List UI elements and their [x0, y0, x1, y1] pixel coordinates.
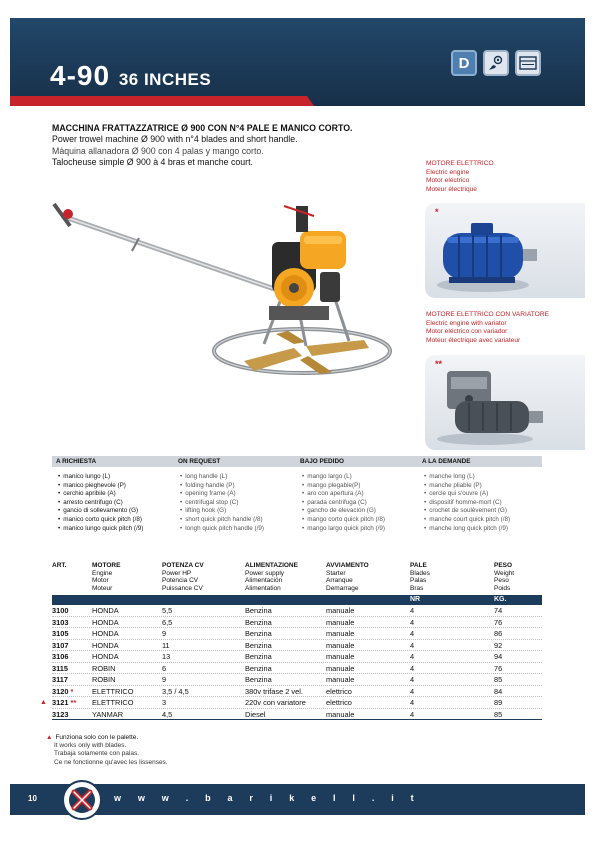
list-item: • folding handle (P) [180, 482, 296, 491]
col-sub: Power HP [162, 569, 192, 577]
article-mark: * [70, 686, 74, 696]
list-item: • longh quick pitch handle (/9) [180, 525, 296, 534]
header-it: A RICHIESTA [56, 458, 97, 465]
caption-line: Moteur électrique [426, 185, 477, 193]
caption-line: MOTORE ELETTRICO CON VARIATORE [426, 311, 549, 318]
article-code: 3103 [52, 617, 69, 627]
list-item: • mango corto quick pitch (/8) [302, 516, 418, 525]
cell-weight: 76 [494, 617, 503, 627]
list-item: • centrifugal stop (C) [180, 499, 296, 508]
cell-motor: HONDA [92, 640, 119, 650]
col-title: PALE [410, 562, 427, 569]
unit-cell [92, 595, 162, 605]
col-sub: Power supply [245, 569, 285, 577]
list-item: • manico lungo quick pitch (/9) [58, 525, 174, 534]
motor-mark: * [435, 207, 439, 217]
col-title: AVVIAMENTO [326, 562, 369, 569]
list-item: • manche long (L) [424, 473, 540, 482]
col-sub: Weight [494, 569, 515, 577]
unit-cell [326, 595, 410, 605]
cell-power: 4,5 [162, 709, 173, 719]
list-item: • cerchio apribile (A) [58, 490, 174, 499]
cell-art [52, 674, 92, 685]
cell-supply: Benzina [245, 675, 272, 685]
cell-motor: ELETTRICO [92, 698, 134, 708]
cell-motor: YANMAR [92, 709, 124, 719]
list-item: • opening frame (A) [180, 490, 296, 499]
unit-cell [52, 595, 92, 605]
list-item: • crochet de soulèvement (G) [424, 507, 540, 516]
product-title [50, 60, 211, 92]
col-sub: Puissance CV [162, 584, 203, 592]
cell-start: manuale [326, 606, 355, 616]
table-row [52, 674, 542, 686]
col-sub: Peso [494, 577, 509, 585]
accessories-list-it [52, 473, 174, 533]
unit-cell [245, 595, 326, 605]
article-code: 3106 [52, 652, 69, 662]
cell-supply: 380v trifase 2 vel. [245, 686, 303, 696]
cell-start: manuale [326, 663, 355, 673]
table-row [52, 640, 542, 652]
footnote-line [46, 734, 168, 742]
specifications-table [40, 562, 542, 720]
col-sub: Palas [410, 577, 427, 585]
cell-power: 5,5 [162, 606, 173, 616]
table-header [52, 562, 542, 592]
table-row [52, 651, 542, 663]
footnote-text: Funziona solo con le palette. [55, 734, 139, 741]
page-header [10, 18, 585, 106]
accessories-list-es [296, 473, 418, 533]
electric-engine-image [425, 203, 585, 298]
list-item: • manico pieghevole (P) [58, 482, 174, 491]
article-code: 3121 [52, 698, 69, 708]
cell-weight: 94 [494, 652, 503, 662]
window-icon [515, 50, 541, 76]
header-en: ON REQUEST [178, 458, 221, 465]
col-motor [92, 562, 162, 592]
cell-supply: Benzina [245, 663, 272, 673]
col-title: MOTORE [92, 562, 121, 569]
cell-art [52, 651, 92, 662]
col-sub: Arranque [326, 577, 353, 585]
list-item: • parada centrifuga (C) [302, 499, 418, 508]
list-item: • manico corto quick pitch (/8) [58, 516, 174, 525]
col-sub: Motor [92, 577, 109, 585]
cell-start: manuale [326, 617, 355, 627]
website-link[interactable]: w w w . b a r i k e l l . i t [114, 793, 421, 803]
cell-motor: ROBIN [92, 663, 116, 673]
electric-variator-image [425, 355, 585, 450]
article-code: 3105 [52, 629, 69, 639]
triangle-icon: ▲ [46, 734, 53, 741]
description-en: Power trowel machine Ø 900 with n°4 blades and short handle. [52, 134, 298, 145]
cell-weight: 85 [494, 675, 503, 685]
description-it: MACCHINA FRATTAZZATRICE Ø 900 CON N°4 PALE E MANICO CORTO. [52, 123, 353, 133]
gear-hand-icon [483, 50, 509, 76]
accessories-list-fr [418, 473, 540, 533]
model-size: 36 INCHES [118, 70, 212, 89]
col-title: POTENZA CV [162, 562, 204, 569]
cell-motor: HONDA [92, 629, 119, 639]
col-sub: Poids [494, 584, 511, 592]
cell-power: 13 [162, 652, 171, 662]
cell-weight: 92 [494, 640, 503, 650]
footnote-line: Ce ne fonctionne qu'avec les lissenses. [54, 758, 168, 766]
list-item: • lifting hook (G) [180, 507, 296, 516]
cell-blades: 4 [410, 652, 415, 662]
cell-supply: Benzina [245, 652, 272, 662]
table-row [52, 605, 542, 617]
triangle-icon: ▲ [40, 699, 47, 707]
article-code: 3107 [52, 640, 69, 650]
cell-art [40, 697, 92, 708]
units-bar [52, 595, 542, 605]
caption-line: Motor eléctrico [426, 177, 470, 185]
caption-line: Electric engine with variator [426, 319, 507, 327]
cell-weight: 89 [494, 698, 503, 708]
list-item: • mango largo quick pitch (/9) [302, 525, 418, 534]
cell-start: manuale [326, 640, 355, 650]
list-item: • manche pliable (P) [424, 482, 540, 491]
cell-blades: 4 [410, 675, 415, 685]
cell-art [52, 686, 92, 697]
cell-art [52, 709, 92, 720]
unit-cell: KG. [494, 596, 507, 604]
cell-blades: 4 [410, 617, 415, 627]
cell-art [52, 628, 92, 639]
page-footer [10, 784, 585, 815]
col-sub: Moteur [92, 584, 113, 592]
cell-power: 9 [162, 675, 167, 685]
cell-motor: ELETTRICO [92, 686, 134, 696]
diesel-icon: D [451, 50, 477, 76]
list-item: • manche court quick pitch (/8) [424, 516, 540, 525]
list-item: • gancho de elevación (G) [302, 507, 418, 516]
table-row [52, 628, 542, 640]
article-code: 3117 [52, 675, 69, 685]
col-supply [245, 562, 326, 592]
description-es: Màquina allanadora Ø 900 con 4 palas y mango corto. [52, 145, 264, 156]
list-item: • aro con apertura (A) [302, 490, 418, 499]
page-number: 10 [28, 794, 37, 803]
cell-blades: 4 [410, 663, 415, 673]
cell-blades: 4 [410, 640, 415, 650]
caption-line: Electric engine [426, 168, 470, 176]
table-row [52, 663, 542, 675]
cell-art [52, 617, 92, 628]
motor-mark: ** [435, 359, 443, 369]
list-item: • short quick pitch handle (/8) [180, 516, 296, 525]
list-item: • manico lungo (L) [58, 473, 174, 482]
list-item: • long handle (L) [180, 473, 296, 482]
cell-weight: 85 [494, 709, 503, 719]
table-row [52, 709, 542, 721]
footnote [46, 734, 168, 767]
cell-supply: Benzina [245, 629, 272, 639]
cell-start: elettrico [326, 698, 352, 708]
cell-motor: HONDA [92, 652, 119, 662]
col-sub: Potencia CV [162, 577, 199, 585]
table-row [52, 686, 542, 698]
cell-power: 3,5 / 4,5 [162, 686, 189, 696]
cell-supply: 220v con variatore [245, 698, 306, 708]
power-trowel-image [44, 176, 414, 406]
list-item: • mango largo (L) [302, 473, 418, 482]
list-item: • arresto centrifugo (C) [58, 499, 174, 508]
cell-power: 3 [162, 698, 167, 708]
list-item: • mango plegable(P) [302, 482, 418, 491]
barikell-logo [62, 780, 102, 820]
cell-motor: HONDA [92, 617, 119, 627]
cell-start: manuale [326, 652, 355, 662]
col-sub: Alimentación [245, 577, 283, 585]
electric-variator-caption [426, 311, 549, 345]
cell-power: 6,5 [162, 617, 173, 627]
col-sub: Blades [410, 569, 430, 577]
header-fr: A LA DEMANDE [422, 458, 471, 465]
cell-blades: 4 [410, 709, 415, 719]
col-title: ALIMENTAZIONE [245, 562, 298, 569]
article-code: 3120 [52, 686, 69, 696]
table-row [52, 617, 542, 629]
cell-supply: Benzina [245, 640, 272, 650]
cell-weight: 84 [494, 686, 503, 696]
cell-motor: HONDA [92, 606, 119, 616]
article-code: 3123 [52, 709, 69, 719]
cell-blades: 4 [410, 698, 415, 708]
cell-power: 6 [162, 663, 167, 673]
article-code: 3115 [52, 663, 69, 673]
feature-icons [451, 50, 541, 76]
cell-weight: 76 [494, 663, 503, 673]
cell-weight: 74 [494, 606, 503, 616]
cell-start: manuale [326, 709, 355, 719]
list-item: • cercle qui s'ouvre (A) [424, 490, 540, 499]
cell-start: elettrico [326, 686, 352, 696]
cell-art [52, 640, 92, 651]
caption-line: MOTORE ELETTRICO [426, 160, 494, 167]
model-number: 4-90 [50, 60, 111, 91]
cell-weight: 86 [494, 629, 503, 639]
product-description [52, 123, 412, 168]
cell-supply: Benzina [245, 617, 272, 627]
caption-line: Motor eléctrico con variador [426, 328, 508, 336]
cell-art [52, 663, 92, 674]
col-blades [410, 562, 494, 592]
article-code: 3100 [52, 606, 69, 616]
cell-start: manuale [326, 629, 355, 639]
footnote-line: Trabaja solamente con palas. [54, 750, 140, 758]
table-body [40, 605, 542, 720]
col-sub: Engine [92, 569, 113, 577]
col-sub: Demarrage [326, 584, 359, 592]
cell-art [52, 605, 92, 616]
table-row [40, 697, 542, 709]
col-sub: Alimentation [245, 584, 281, 592]
col-title: PESO [494, 562, 513, 569]
list-item: • gancio di sollevamento (G) [58, 507, 174, 516]
footnote-line: It works only with blades. [54, 742, 127, 750]
col-power [162, 562, 245, 592]
cell-power: 11 [162, 640, 170, 650]
accessories-header [52, 456, 542, 467]
col-starter [326, 562, 410, 592]
header-es: BAJO PEDIDO [300, 458, 345, 465]
col-sub: Bras [410, 584, 424, 592]
col-sub: Starter [326, 569, 346, 577]
col-weight [494, 562, 542, 592]
electric-engine-caption [426, 160, 494, 194]
caption-line: Moteur électrique avec variateur [426, 336, 521, 344]
accessories-on-request [52, 456, 542, 533]
cell-supply: Benzina [245, 606, 272, 616]
col-art [52, 562, 92, 592]
cell-blades: 4 [410, 606, 415, 616]
accessories-list-en [174, 473, 296, 533]
cell-start: manuale [326, 675, 355, 685]
col-title: ART. [52, 562, 67, 569]
cell-supply: Diesel [245, 709, 266, 719]
cell-blades: 4 [410, 629, 415, 639]
description-fr: Talocheuse simple Ø 900 à 4 bras et manche court. [52, 156, 253, 167]
cell-motor: ROBIN [92, 675, 116, 685]
list-item: • manche long quick pitch (/9) [424, 525, 540, 534]
unit-cell: NR [410, 596, 421, 604]
cell-blades: 4 [410, 686, 415, 696]
unit-cell [162, 595, 245, 605]
article-mark: ** [70, 698, 77, 708]
list-item: • dispositif homme-mort (C) [424, 499, 540, 508]
cell-power: 9 [162, 629, 167, 639]
